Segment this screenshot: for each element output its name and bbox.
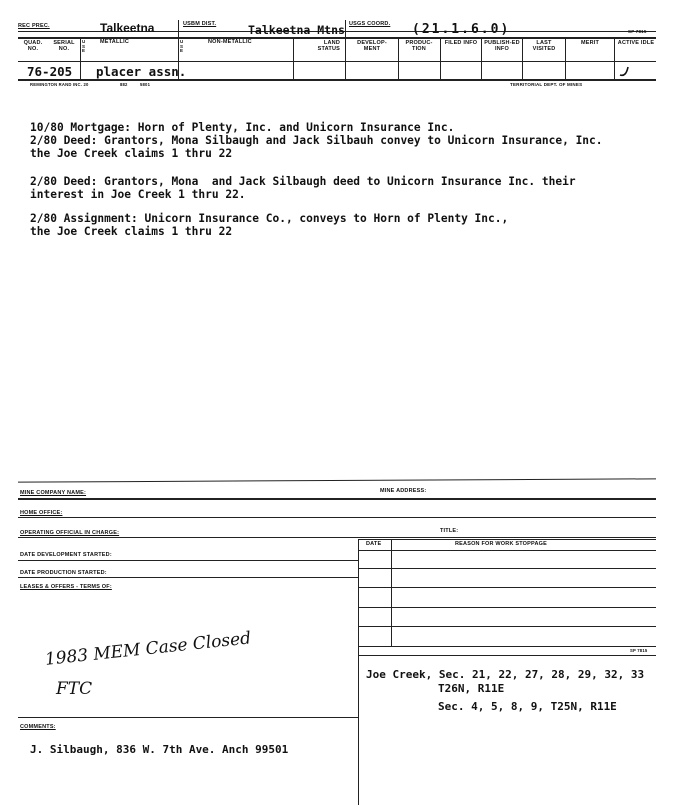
department-label: TERRITORIAL DEPT. OF MINES [510,82,583,87]
mine-company-label: MINE COMPANY NAME: [20,490,87,496]
operating-official-label: OPERATING OFFICIAL IN CHARGE: [20,530,120,536]
location-line-3: Sec. 4, 5, 8, 9, T25N, R11E [438,700,617,713]
lower-rule [18,517,656,518]
stoppage-table-divider [391,539,392,647]
lower-rule [18,717,358,718]
stoppage-row-line [358,626,656,627]
stoppage-table-border [358,539,359,655]
col-non-metallic-label: NON-METALLIC [208,39,252,45]
header-rule-3 [18,61,656,62]
comments-label: COMMENTS: [20,724,56,730]
comments-divider [358,655,359,805]
col-filed-info-label: FILED INFO [444,40,478,46]
col-published-info-label: PUBLISH-ED INFO [484,40,520,52]
stoppage-row-line [358,607,656,608]
header-col-divider [398,37,399,79]
header-col-divider [481,37,482,79]
header-col-divider [80,37,81,79]
home-office-label: HOME OFFICE: [20,510,63,516]
printer-code-2: 5801 [140,82,151,87]
stoppage-row-line [358,655,656,656]
col-active-idle-label: ACTIVE IDLE [617,40,655,46]
lower-rule [18,478,656,482]
location-line-1: Joe Creek, Sec. 21, 22, 27, 28, 29, 32, 33 [366,668,645,681]
header-col-divider [345,20,346,80]
col-development-label: DEVELOP-MENT [357,40,387,52]
lower-rule [18,537,656,538]
lower-rule [18,498,656,500]
date-column-label: DATE [366,541,382,547]
stoppage-row-line [358,568,656,569]
col-use-label: U S E [82,39,86,53]
metallic-value: placer assn. [96,64,187,79]
header-col-divider [565,37,566,79]
header-rule-4 [18,79,656,81]
lower-rule [18,577,358,578]
comments-value: J. Silbaugh, 836 W. 7th Ave. Anch 99501 [30,743,289,756]
reason-column-label: REASON FOR WORK STOPPAGE [455,541,547,547]
form-number-bottom: SP 7815 [630,648,648,653]
record-entry: 2/80 Deed: Grantors, Mona and Jack Silbaugh deed to Unicorn Insurance Inc. their interest in Joe Creek 1 thru 22. [30,175,576,201]
printer-code-1: 882 [120,82,128,87]
col-last-visited-label: LAST VISITED [532,40,556,52]
usbm-dist-label: USBM DIST. [183,21,217,27]
title-label: TITLE: [440,528,459,534]
dev-started-label: DATE DEVELOPMENT STARTED: [20,552,112,558]
mine-address-label: MINE ADDRESS: [380,488,427,494]
lower-rule [358,539,656,540]
col-use-label-2: U S E [180,39,184,53]
prod-started-label: DATE PRODUCTION STARTED: [20,570,107,576]
stoppage-row-line [358,550,656,551]
header-col-divider [522,37,523,79]
header-col-divider [614,37,615,79]
record-entry: 2/80 Assignment: Unicorn Insurance Co., conveys to Horn of Plenty Inc., the Joe Creek claims 1 thru 22 [30,212,509,238]
lower-rule [18,560,358,561]
location-line-2: T26N, R11E [438,682,505,695]
col-merit-label: MERIT [580,40,600,46]
col-metallic-label: METALLIC [100,39,129,45]
handwritten-note: 1983 MEM Case Closed [44,628,252,670]
serial-number: 76-205 [27,64,73,79]
printer-note: REMINGTON RAND INC. 20 [30,82,89,87]
col-serial-label: SERIAL NO. [53,40,75,52]
idle-check-mark [618,64,632,78]
stoppage-row-line [358,587,656,588]
stoppage-row-line [358,646,656,647]
col-land-status-label: LAND STATUS [317,40,340,52]
form-number-top: SP 7815 [628,29,647,34]
leases-label: LEASES & OFFERS - TERMS OF: [20,584,112,590]
rec-prec-value: Talkeetna [100,21,155,35]
col-quad-label: QUAD. NO. [23,40,43,52]
col-production-label: PRODUC-TION [405,40,433,52]
rec-prec-label: REC PREC. [18,23,50,29]
usgs-coord-value: (21.1.6.0) [412,22,511,37]
header-col-divider [293,37,294,79]
usbm-dist-value: Talkeetna Mtns [248,23,345,37]
header-col-divider [440,37,441,79]
usgs-coord-label: USGS COORD. [349,21,391,27]
handwritten-initials: FTC [56,679,93,699]
record-entry: 10/80 Mortgage: Horn of Plenty, Inc. and Unicorn Insurance Inc. 2/80 Deed: Grantors, Mona Silbaugh and Jack Silbauh convey to Unicorn Insurance, Inc. the Joe Creek claims 1 thru 22 [30,121,603,160]
